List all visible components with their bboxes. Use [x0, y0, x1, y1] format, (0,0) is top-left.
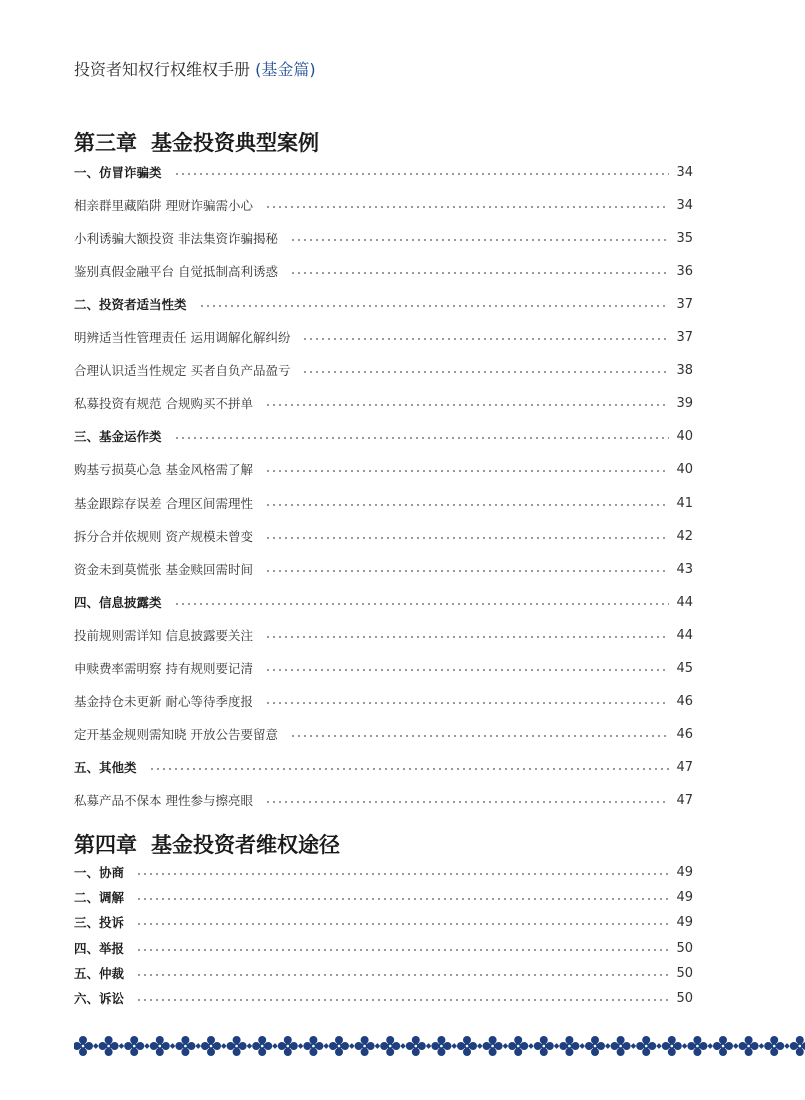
toc-leader-dots [265, 537, 669, 539]
diamond-connector-icon [400, 1043, 406, 1049]
toc-entry-label: 五、其他类 [74, 759, 137, 775]
toc-entry-label: 私募产品不保本 理性参与擦亮眼 [74, 792, 253, 808]
toc-page-number: 43 [676, 561, 693, 577]
toc-entry-label: 购基亏损莫心急 基金风格需了解 [74, 462, 253, 478]
diamond-connector-icon [605, 1043, 611, 1049]
toc-leader-dots [174, 437, 670, 439]
toc-page-number: 47 [676, 759, 693, 775]
toc-entry-label: 四、信息披露类 [74, 594, 162, 610]
toc-section-row[interactable] [74, 989, 693, 1009]
toc-item-row[interactable] [74, 394, 693, 414]
toc-section-row[interactable] [74, 163, 693, 183]
four-petal-flower-icon [611, 1036, 631, 1056]
four-petal-flower-icon [559, 1036, 579, 1056]
toc-page-number: 40 [676, 429, 693, 445]
toc-item-row[interactable] [74, 229, 693, 249]
diamond-connector-icon [579, 1043, 585, 1049]
diamond-connector-icon [93, 1043, 99, 1049]
four-petal-flower-icon [124, 1036, 144, 1056]
four-petal-flower-icon [201, 1036, 221, 1056]
toc-leader-dots [149, 768, 670, 770]
four-petal-flower-icon [278, 1036, 298, 1056]
toc-item-row[interactable] [74, 791, 693, 811]
four-petal-flower-icon [534, 1036, 554, 1056]
chapter-title: 基金投资典型案例 [151, 131, 319, 155]
four-petal-flower-icon [303, 1036, 323, 1056]
diamond-connector-icon [349, 1043, 355, 1049]
toc-item-row[interactable] [74, 196, 693, 216]
diamond-connector-icon [631, 1043, 637, 1049]
toc-leader-dots [199, 305, 670, 307]
toc-item-row[interactable] [74, 328, 693, 348]
toc-page-number: 35 [676, 231, 693, 247]
diamond-connector-icon [323, 1043, 329, 1049]
chapter-number: 第四章 [74, 833, 137, 857]
toc-leader-dots [136, 974, 669, 976]
toc-entry-label: 投前规则需详知 信息披露要关注 [74, 627, 253, 643]
toc-entry-label: 基金跟踪存误差 合理区间需理性 [74, 495, 253, 511]
diamond-connector-icon [528, 1043, 534, 1049]
toc-section-row[interactable] [74, 427, 693, 447]
toc-section-row[interactable] [74, 593, 693, 613]
toc-page-number: 42 [676, 528, 693, 544]
diamond-connector-icon [784, 1043, 790, 1049]
toc-entry-label: 一、协商 [74, 865, 125, 880]
header-title: 投资者知权行权维权手册 [74, 60, 251, 79]
toc-item-row[interactable] [74, 725, 693, 745]
toc-leader-dots [265, 702, 669, 704]
toc-entry-label: 三、基金运作类 [74, 429, 162, 445]
toc-entry-label: 相亲群里藏陷阱 理财诈骗需小心 [74, 198, 253, 214]
diamond-connector-icon [451, 1043, 457, 1049]
toc-leader-dots [265, 636, 669, 638]
toc-leader-dots [136, 949, 669, 951]
toc-item-row[interactable] [74, 692, 693, 712]
toc-entry-label: 资金未到莫慌张 基金赎回需时间 [74, 561, 253, 577]
toc-leader-dots [302, 338, 669, 340]
diamond-connector-icon [119, 1043, 125, 1049]
four-petal-flower-icon [790, 1036, 805, 1056]
diamond-connector-icon [707, 1043, 713, 1049]
toc-page-number: 39 [676, 396, 693, 412]
toc-item-row[interactable] [74, 527, 693, 547]
toc-section-row[interactable] [74, 913, 693, 933]
toc-page-number: 45 [676, 660, 693, 676]
diamond-connector-icon [426, 1043, 432, 1049]
toc-leader-dots [265, 669, 669, 671]
toc-page-number: 50 [676, 965, 693, 981]
diamond-connector-icon [272, 1043, 278, 1049]
four-petal-flower-icon [739, 1036, 759, 1056]
four-petal-flower-icon [175, 1036, 195, 1056]
toc-page-number: 38 [676, 363, 693, 379]
toc-entry-label: 私募投资有规范 合规购买不拼单 [74, 396, 253, 412]
toc-entry-label: 小利诱骗大额投资 非法集资诈骗揭秘 [74, 231, 278, 247]
four-petal-flower-icon [99, 1036, 119, 1056]
toc-entry-label: 基金持仓未更新 耐心等待季度报 [74, 693, 253, 709]
diamond-connector-icon [298, 1043, 304, 1049]
four-petal-flower-icon [764, 1036, 784, 1056]
toc-entry-label: 鉴别真假金融平台 自觉抵制高利诱惑 [74, 264, 278, 280]
toc-page-number: 49 [676, 865, 693, 880]
toc-item-row[interactable] [74, 560, 693, 580]
toc-item-row[interactable] [74, 262, 693, 282]
diamond-connector-icon [221, 1043, 227, 1049]
toc-page-number: 47 [676, 792, 693, 808]
toc-leader-dots [136, 923, 669, 925]
toc-page-number: 34 [676, 165, 693, 180]
toc-section-row[interactable] [74, 295, 693, 315]
toc-entry-label: 明辨适当性管理责任 运用调解化解纠纷 [74, 330, 291, 346]
toc-leader-dots [290, 272, 669, 274]
four-petal-flower-icon [662, 1036, 682, 1056]
diamond-connector-icon [503, 1043, 509, 1049]
diamond-connector-icon [733, 1043, 739, 1049]
toc-entry-label: 二、投资者适当性类 [74, 297, 187, 313]
four-petal-flower-icon [252, 1036, 272, 1056]
toc-entry-label: 三、投诉 [74, 915, 125, 931]
chapter-number: 第三章 [74, 131, 137, 155]
diamond-connector-icon [682, 1043, 688, 1049]
toc-section-row[interactable] [74, 939, 693, 959]
toc-page-number: 37 [676, 330, 693, 346]
toc-page-number: 44 [676, 594, 693, 610]
header-subtitle: (基金篇) [255, 60, 316, 79]
chapter-3-heading [74, 128, 319, 158]
toc-entry-label: 合理认识适当性规定 买者自负产品盈亏 [74, 363, 291, 379]
toc-leader-dots [265, 801, 669, 803]
toc-entry-label: 四、举报 [74, 940, 125, 956]
toc-leader-dots [265, 206, 669, 208]
toc-leader-dots [265, 404, 669, 406]
toc-entry-label: 拆分合并依规则 资产规模未曾变 [74, 528, 253, 544]
toc-leader-dots [174, 603, 670, 605]
toc-page-number: 34 [676, 198, 693, 214]
toc-page-number: 46 [676, 726, 693, 742]
toc-page-number: 36 [676, 264, 693, 280]
toc-section-row[interactable] [74, 863, 693, 883]
toc-leader-dots [174, 173, 670, 175]
four-petal-flower-icon [636, 1036, 656, 1056]
toc-page-number: 49 [676, 890, 693, 906]
toc-item-row[interactable] [74, 494, 693, 514]
four-petal-flower-icon [457, 1036, 477, 1056]
toc-leader-dots [302, 371, 669, 373]
toc-leader-dots [290, 735, 669, 737]
toc-entry-label: 五、仲裁 [74, 965, 125, 981]
diamond-connector-icon [375, 1043, 381, 1049]
diamond-connector-icon [656, 1043, 662, 1049]
toc-item-row[interactable] [74, 460, 693, 480]
four-petal-flower-icon [150, 1036, 170, 1056]
toc-page-number: 41 [676, 495, 693, 511]
four-petal-flower-icon [431, 1036, 451, 1056]
diamond-connector-icon [170, 1043, 176, 1049]
toc-page-number: 37 [676, 297, 693, 313]
four-petal-flower-icon [713, 1036, 733, 1056]
toc-item-row[interactable] [74, 361, 693, 381]
four-petal-flower-icon [380, 1036, 400, 1056]
four-petal-flower-icon [687, 1036, 707, 1056]
toc-section-row[interactable] [74, 964, 693, 984]
toc-leader-dots [290, 239, 669, 241]
toc-page-number: 50 [676, 940, 693, 956]
diamond-connector-icon [144, 1043, 150, 1049]
four-petal-flower-icon [508, 1036, 528, 1056]
diamond-connector-icon [247, 1043, 253, 1049]
toc-entry-label: 申赎费率需明察 持有规则要记清 [74, 660, 253, 676]
toc-page-number: 44 [676, 627, 693, 643]
four-petal-flower-icon [355, 1036, 375, 1056]
chapter-4-heading [74, 830, 340, 860]
diamond-connector-icon [759, 1043, 765, 1049]
toc-leader-dots [265, 470, 669, 472]
four-petal-flower-icon [74, 1036, 93, 1056]
toc-leader-dots [136, 999, 669, 1001]
toc-item-row[interactable] [74, 626, 693, 646]
toc-item-row[interactable] [74, 659, 693, 679]
toc-leader-dots [265, 504, 669, 506]
toc-page-number: 50 [676, 991, 693, 1006]
toc-section-row[interactable] [74, 888, 693, 908]
page-header [74, 58, 316, 82]
toc-leader-dots [136, 898, 669, 900]
four-petal-flower-icon [585, 1036, 605, 1056]
toc-leader-dots [136, 873, 669, 875]
ornament-strip [74, 1033, 805, 1059]
toc-entry-label: 一、仿冒诈骗类 [74, 165, 162, 180]
toc-page-number: 49 [676, 915, 693, 931]
toc-entry-label: 六、诉讼 [74, 991, 125, 1006]
toc-page-number: 40 [676, 462, 693, 478]
toc-entry-label: 定开基金规则需知晓 开放公告要留意 [74, 726, 278, 742]
toc-leader-dots [265, 570, 669, 572]
four-petal-flower-icon [406, 1036, 426, 1056]
decorative-border [74, 1033, 805, 1059]
diamond-connector-icon [195, 1043, 201, 1049]
toc-section-row[interactable] [74, 758, 693, 778]
toc-entry-label: 二、调解 [74, 890, 125, 906]
diamond-connector-icon [554, 1043, 560, 1049]
toc-page-number: 46 [676, 693, 693, 709]
chapter-title: 基金投资者维权途径 [151, 833, 340, 857]
four-petal-flower-icon [227, 1036, 247, 1056]
four-petal-flower-icon [483, 1036, 503, 1056]
four-petal-flower-icon [329, 1036, 349, 1056]
diamond-connector-icon [477, 1043, 483, 1049]
